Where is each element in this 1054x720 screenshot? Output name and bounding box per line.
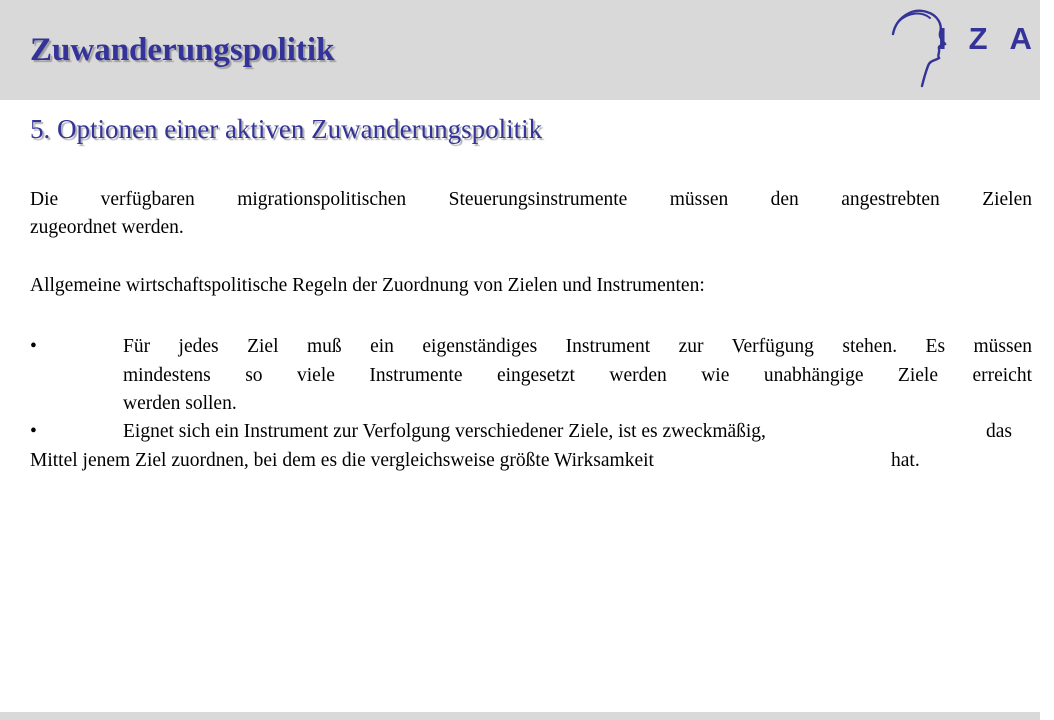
footer-rule bbox=[0, 712, 1040, 720]
bullet-2-line-2: Mittel jenem Ziel zuordnen, bei dem es die vergleichsweise größte Wirksamkeit bbox=[30, 450, 654, 471]
bullet-2-word-das: das bbox=[986, 421, 1012, 442]
bullet-1-line-2: mindestens so viele Instrumente eingesetzt werden wie unabhängige Ziele erreicht bbox=[123, 365, 1032, 386]
iza-logo bbox=[865, 0, 1054, 92]
bullet-1-marker: • bbox=[30, 336, 37, 357]
bullet-2-word-hat: hat. bbox=[891, 450, 920, 471]
section-heading: 5. Optionen einer aktiven Zuwanderungspolitik bbox=[30, 114, 543, 144]
paragraph-1-line-2: zugeordnet werden. bbox=[30, 217, 184, 238]
bullet-1-line-3: werden sollen. bbox=[123, 393, 237, 414]
paragraph-1-line-1: Die verfügbaren migrationspolitischen Steuerungsinstrumente müssen den angestrebten Zielen bbox=[30, 189, 1032, 210]
bullet-2-marker: • bbox=[30, 421, 37, 442]
paragraph-2: Allgemeine wirtschaftspolitische Regeln der Zuordnung von Zielen und Instrumenten: bbox=[30, 275, 705, 296]
slide-title: Zuwanderungspolitik bbox=[30, 32, 335, 68]
logo-text: IZA bbox=[938, 21, 1054, 56]
bullet-1-line-1: Für jedes Ziel muß ein eigenständiges Instrument zur Verfügung stehen. Es müssen bbox=[123, 336, 1032, 357]
bullet-2-line-1: Eignet sich ein Instrument zur Verfolgung verschiedener Ziele, ist es zweckmäßig, bbox=[123, 421, 766, 442]
